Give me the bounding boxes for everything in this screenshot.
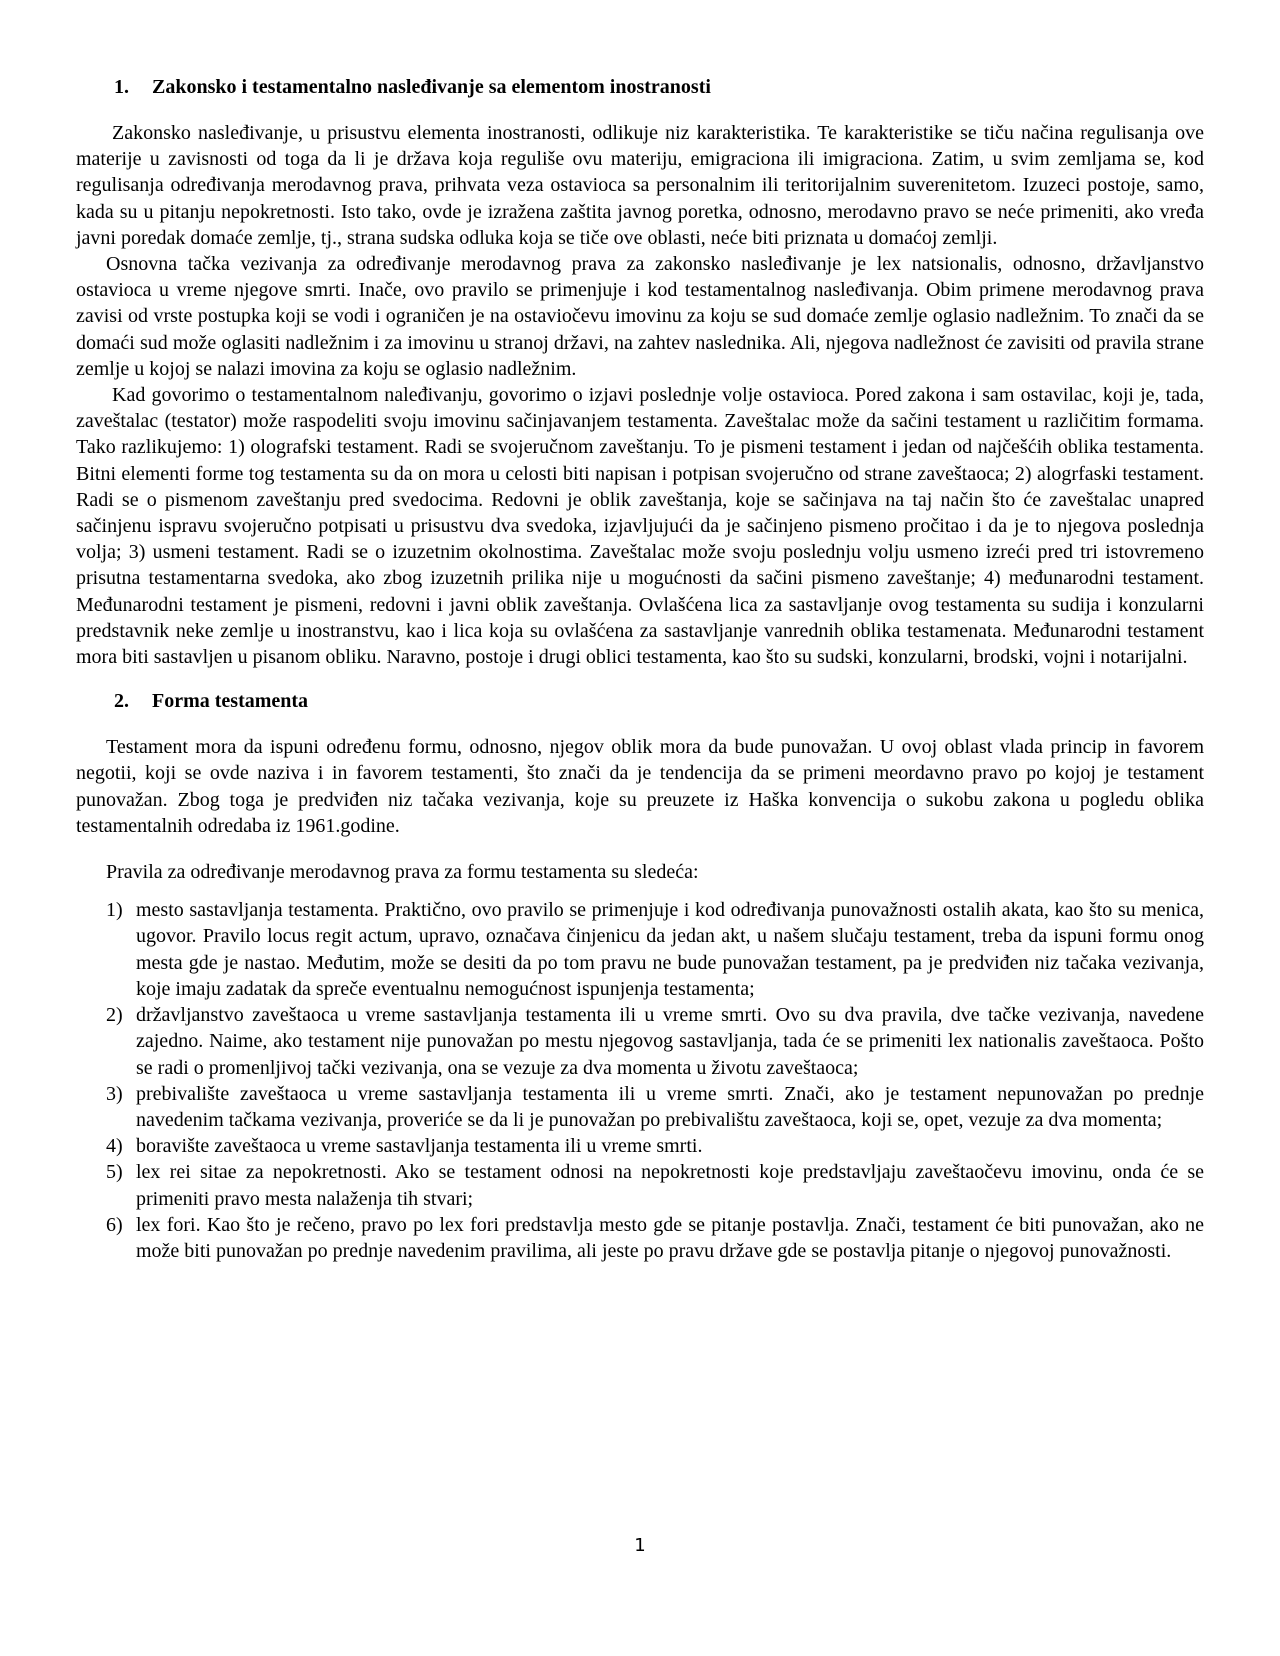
- list-item: [76, 1081, 1204, 1133]
- section-1-paragraph: Osnovna tačka vezivanja za određivanje merodavnog prava za zakonsko nasleđivanje je lex natsionalis, odnosno, državljanstvo ostavioca u vreme njegove smrti. Inače, ovo pravilo se primenjuje i kod testamentalnog nasleđivanja. Obim primene merodavnog prava zavisi od vrste postupka koji se vodi i ograničen je na ostaviočevu imovinu za koju se sud domaće zemlje oglasio nadležnim. To znači da se domaći sud može oglasiti nadležnim i za imovinu u stranoj državi, na zahtev naslednika. Ali, njegova nadležnost će zavisiti od pravila strane zemlje u kojoj se nalazi imovina za koju se oglasio nadležnim.: [76, 253, 1204, 380]
- section-1-paragraph: Zakonsko nasleđivanje, u prisustvu elementa inostranosti, odlikuje niz karakteristika. Te karakteristike se tiču načina regulisanja ove materije u zavisnosti od toga da li je država koja reguliše ovu materiju, emigraciona ili imigraciona. Zatim, u svim zemljama se, kod regulisanja određivanja merodavnog prava, prihvata veza ostavioca sa personalnim ili teritorijalnim suverenitetom. Izuzeci postoje, samo, kada su u pitanju nepokretnosti. Isto tako, ovde je izražena zaštita javnog poretka, odnosno, merodavno pravo se neće primeniti, ako vređa javni poredak domaće zemlje, tj., strana sudska odluka koja se tiče ove oblasti, neće biti priznata u domaćoj zemlji.: [76, 122, 1204, 249]
- section-1-paragraph: Kad govorimo o testamentalnom nalеđivanju, govorimo o izjavi poslednje volje ostavioca. Pored zakona i sam ostavilac, koji je, tada, zaveštalac (testator) može raspodeliti svoju imovinu sačinjavanjem testamenta. Zaveštalac može da sačini testament u različitim formama. Tako razlikujemo: 1) olografski testament. Radi se svojeručnom zaveštanju. To je pismeni testament i jedan od najčešćih oblika testamenta. Bitni elementi forme tog testamenta su da on mora u celosti biti napisan i potpisan svojeručno od strane zaveštaoca; 2) alogrfaski testament. Radi se o pismenom zaveštanju pred svedocima. Redovni je oblik zaveštanja, koje se sačinjava na taj način što će zaveštalac unapred sačinjenu ispravu svojeručno potpisati u prisustvu dva svedoka, izjavljujući da je sačinjeno pismeno pročitao i da je to njegova poslednja volja; 3) usmeni testament. Radi se o izuzetnim okolnostima. Zaveštalac može svoju poslednju volju usmeno izreći pred tri istovremeno prisutna testamentarna svedoka, ako zbog izuzetnih prilika nije u mogućnosti da sačini pismeno zaveštanje; 4) međunarodni testament. Međunarodni testament je pismeni, redovni i javni oblik zaveštanja. Ovlašćena lica za sastavljanje ovog testamenta su sudija i konzularni predstavnik neke zemlje u inostranstvu, kao i lica koja su ovlašćena za sastavljanje vanrednih oblika testamenata. Međunarodni testament mora biti sastavljen u pisanom obliku. Naravno, postoje i drugi oblici testamenta, kao što su sudski, konzularni, brodski, vojni i notarijalni.: [76, 384, 1204, 669]
- section-1-title: Zakonsko i testamentalno nasleđivanje sa elementom inostranosti: [152, 76, 711, 98]
- rules-lead: Pravila za određivanje merodavnog prava za formu testamenta su sledeća:: [106, 861, 699, 884]
- page-number: 1: [634, 1535, 646, 1556]
- section-2-heading: [76, 688, 1204, 714]
- list-item: [76, 897, 1204, 1002]
- list-item: [76, 1212, 1204, 1264]
- list-marker: 6): [106, 1213, 123, 1236]
- section-1-number: 1.: [114, 76, 129, 98]
- list-item: [76, 1002, 1204, 1081]
- list-marker: 1): [106, 899, 123, 922]
- list-item-text: lex fori. Kao što je rečeno, pravo po lex fori predstavlja mesto gde se pitanje postavlja. Znači, testament će biti punovažan, ako ne može biti punovažan po prednje navedenim pravilima, ali jeste po pravu države gde se postavlja pitanje o njegovoj punovažnosti.: [136, 1213, 1204, 1262]
- list-item: [76, 1159, 1204, 1211]
- section-2-number: 2.: [114, 690, 129, 713]
- list-item: [76, 1133, 1204, 1159]
- list-item-text: boravište zaveštaoca u vreme sastavljanja testamenta ili u vreme smrti.: [136, 1135, 703, 1158]
- section-2-title: Forma testamenta: [152, 690, 309, 713]
- rules-list: [76, 897, 1204, 1264]
- list-item-text: prebivalište zaveštaoca u vreme sastavljanja testamenta ili u vreme smrti. Znači, ako je testament nepunovažan po prednje navedenim tačkama vezivanja, proveriće se da li je punovažan po prebivalištu zaveštaoca, koji se, opet, vezuje za dva momenta;: [136, 1082, 1204, 1131]
- list-marker: 5): [106, 1161, 123, 1184]
- section-2-intro: Testament mora da ispuni određenu formu, odnosno, njegov oblik mora da bude punovažan. U ovoj oblast vlada princip in favorem negotii, koji se ovde naziva i in favorem testamenti, što znači da je tendencija da se primeni meordavno pravo po kojoj je testament punovažan. Zbog toga je predviđen niz tačaka vezivanja, koje su preuzete iz Haška konvencija o sukobu zakona u pogledu oblika testamentalnih odredaba iz 1961.godine.: [76, 736, 1204, 837]
- list-marker: 2): [106, 1004, 123, 1027]
- list-item-text: državljanstvo zaveštaoca u vreme sastavljanja testamenta ili u vreme smrti. Ovo su dva pravila, dve tačke vezivanja, navedene zajedno. Naime, ako testament nije punovažan po mestu njegovog sastavljanja, tada će se primeniti lex nationalis zaveštaoca. Pošto se radi o promenljivoj tački vezivanja, ona se vezuje za dva momenta u životu zaveštaoca;: [136, 1004, 1204, 1079]
- list-item-text: mesto sastavljanja testamenta. Praktično, ovo pravilo se primenjuje i kod određivanja punovažnosti ostalih akata, kao što su menica, ugovor. Pravilo locus regit actum, upravo, označava činjenicu da jedan akt, u našem slučaju testament, treba da ispuni formu onog mesta gde je nastao. Međutim, može se desiti da po tom pravu ne bude punovažan testament, pa je predviđen niz tačaka vezivanja, koje imaju zadatak da spreče eventualnu nemogućnost ispunjenja testamenta;: [136, 899, 1204, 1000]
- list-item-text: lex rei sitae za nepokretnosti. Ako se testament odnosi na nepokretnosti koje predstavljaju zaveštaočevu imovinu, onda će se primeniti pravo mesta nalaženja tih stvari;: [136, 1161, 1204, 1210]
- document-page: [76, 74, 1204, 1264]
- list-marker: 4): [106, 1135, 123, 1158]
- list-marker: 3): [106, 1082, 123, 1105]
- section-1-heading: [76, 74, 1204, 100]
